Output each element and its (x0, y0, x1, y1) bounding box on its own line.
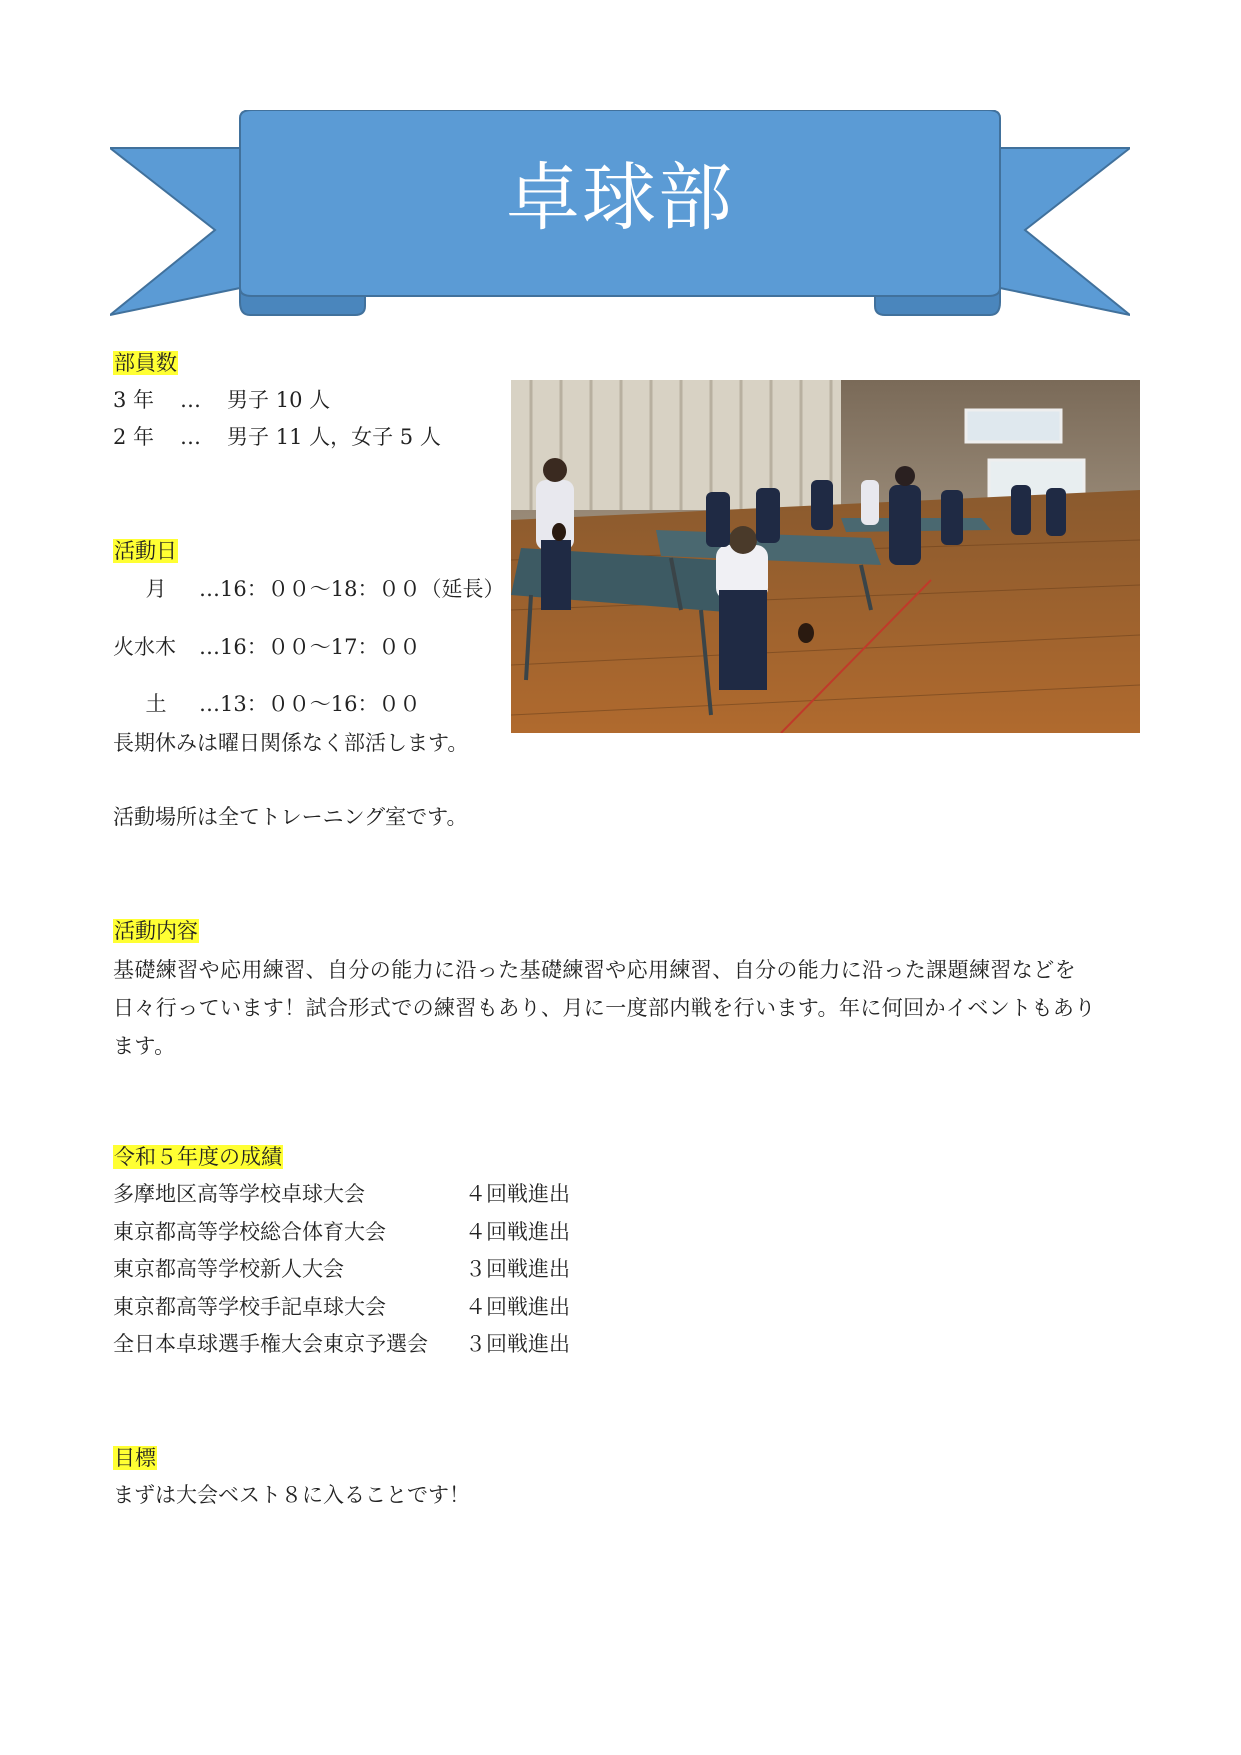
goal-heading: 目標 (114, 1446, 156, 1470)
results-row: 多摩地区高等学校卓球大会 ４回戦進出 (113, 1182, 570, 1206)
results-row: 東京都高等学校手記卓球大会 ４回戦進出 (113, 1295, 570, 1319)
results-row: 全日本卓球選手権大会東京予選会 ３回戦進出 (113, 1332, 570, 1356)
schedule-row: 月 …16：００～18：００（延長） (145, 577, 505, 601)
schedule-row: 土 …13：００～16：００ (145, 692, 421, 716)
activity-content-heading: 活動内容 (114, 919, 198, 943)
activity-location-note: 活動場所は全てトレーニング室です。 (113, 805, 468, 829)
members-row: 3 年 … 男子 10 人 (113, 388, 331, 412)
activity-note: 長期休みは曜日関係なく部活します。 (113, 731, 469, 755)
page-title: 卓球部 (506, 155, 734, 241)
members-heading: 部員数 (114, 351, 177, 375)
activity-content-text: 基礎練習や応用練習、自分の能力に沿った基礎練習や応用練習、自分の能力に沿った課題練習などを 日々行っています！試合形式での練習もあり、月に一度部内戦を行います。年に何回かイベントもあり ます。 (113, 958, 1096, 1058)
club-photo (511, 380, 1140, 733)
activity-days-heading: 活動日 (114, 539, 177, 563)
results-row: 東京都高等学校総合体育大会 ４回戦進出 (113, 1220, 570, 1244)
results-heading: 令和５年度の成績 (114, 1145, 282, 1169)
results-row: 東京都高等学校新人大会 ３回戦進出 (113, 1257, 570, 1281)
schedule-row: 火水木 …16：００～17：００ (113, 635, 421, 659)
members-row: 2 年 … 男子 11 人，女子 5 人 (113, 425, 441, 449)
goal-text: まずは大会ベスト８に入ることです！ (113, 1483, 470, 1507)
